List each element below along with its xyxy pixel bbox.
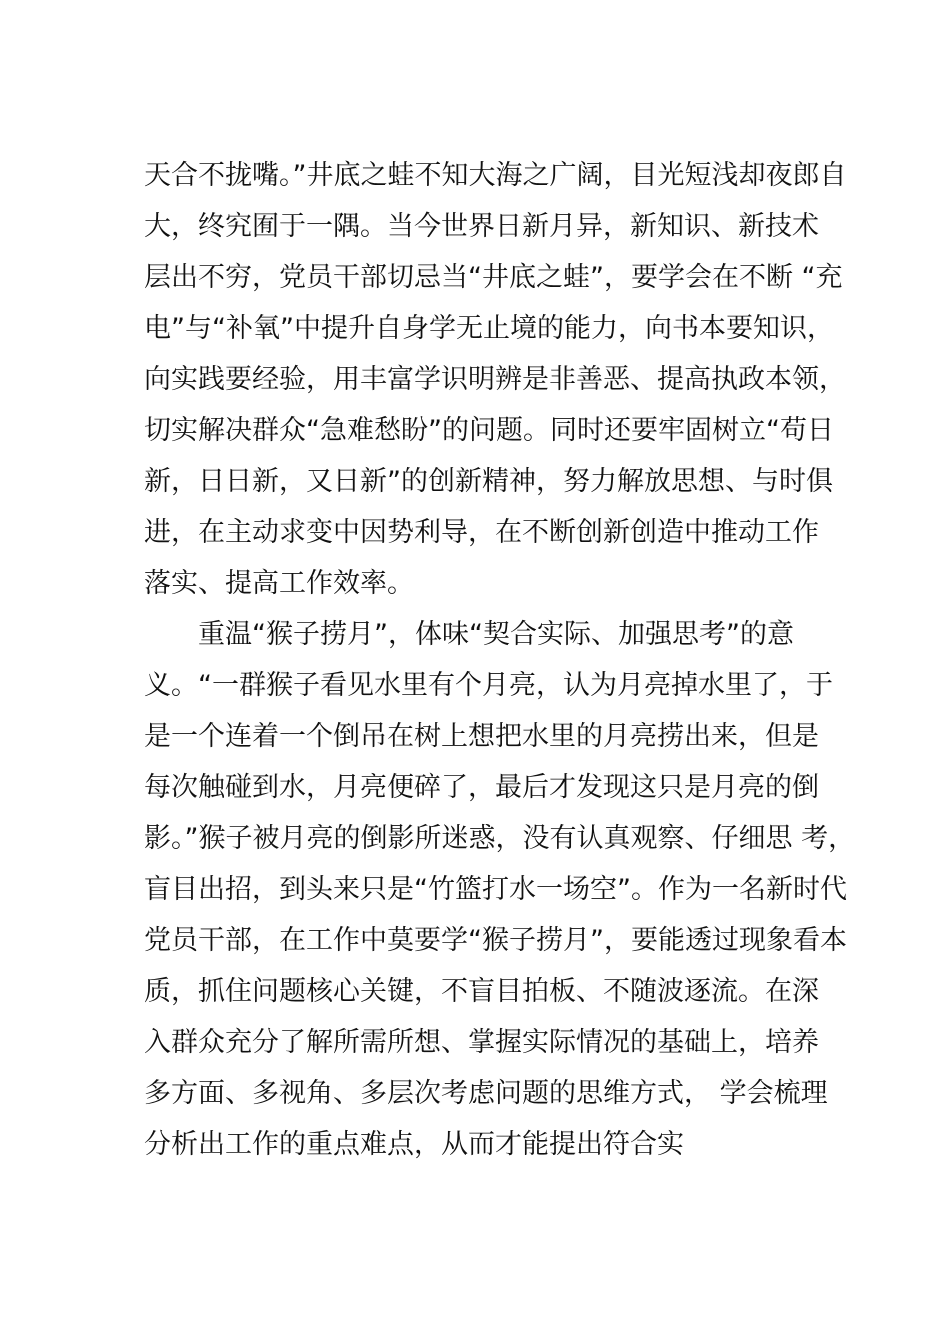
paragraph-2-line-11: 分析出工作的重点难点，从而才能提出符合实	[144, 1129, 684, 1160]
paragraph-2-line-3: 是一个连着一个倒吊在树上想把水里的月亮捞出来，但是	[144, 721, 819, 752]
paragraph-2-line-4: 每次触碰到水，月亮便碎了，最后才发现这只是月亮的倒	[144, 772, 819, 803]
document-body	[144, 150, 856, 1170]
paragraph-1-line-5: 向实践要经验，用丰富学识明辨是非善恶、提高执政本领，	[144, 364, 846, 395]
paragraph-2-line-8: 质，抓住问题核心关键，不盲目拍板、不随波逐流。在深	[144, 976, 819, 1007]
paragraph-2-line-5: 影。”猴子被月亮的倒影所迷惑，没有认真观察、仔细思 考，	[144, 823, 856, 854]
paragraph-1-line-8: 进，在主动求变中因势利导，在不断创新创造中推动工作	[144, 517, 819, 548]
paragraph-1-line-6: 切实解决群众“急难愁盼”的问题。同时还要牢固树立“苟日	[144, 415, 834, 446]
paragraph-1-line-9: 落实、提高工作效率。	[144, 568, 414, 599]
paragraph-1-line-7: 新，日日新，又日新”的创新精神，努力解放思想、与时俱	[144, 466, 833, 497]
paragraph-2-line-6: 盲目出招，到头来只是“竹篮打水一场空”。作为一名新时代	[144, 874, 847, 905]
paragraph-2-line-2: 义。“一群猴子看见水里有个月亮，认为月亮掉水里了，于	[144, 670, 833, 701]
paragraph-1-line-3: 层出不穷，党员干部切忌当“井底之蛙”，要学会在不断 “充	[144, 262, 843, 293]
paragraph-2-line-1: 重温“猴子捞月”，体味“契合实际、加强思考”的意	[198, 619, 794, 650]
paragraph-1-line-2: 大，终究囿于一隅。当今世界日新月异，新知识、新技术	[144, 211, 819, 242]
paragraph-2-line-10: 多方面、多视角、多层次考虑问题的思维方式， 学会梳理	[144, 1078, 828, 1109]
paragraph-1-line-1: 天合不拢嘴。”井底之蛙不知大海之广阔，目光短浅却夜郎自	[144, 160, 847, 191]
paragraph-1-line-4: 电”与“补氧”中提升自身学无止境的能力，向书本要知识，	[144, 313, 834, 344]
paragraph-2-line-7: 党员干部，在工作中莫要学“猴子捞月”，要能透过现象看本	[144, 925, 847, 956]
paragraph-2-line-9: 入群众充分了解所需所想、掌握实际情况的基础上，培养	[144, 1027, 819, 1058]
